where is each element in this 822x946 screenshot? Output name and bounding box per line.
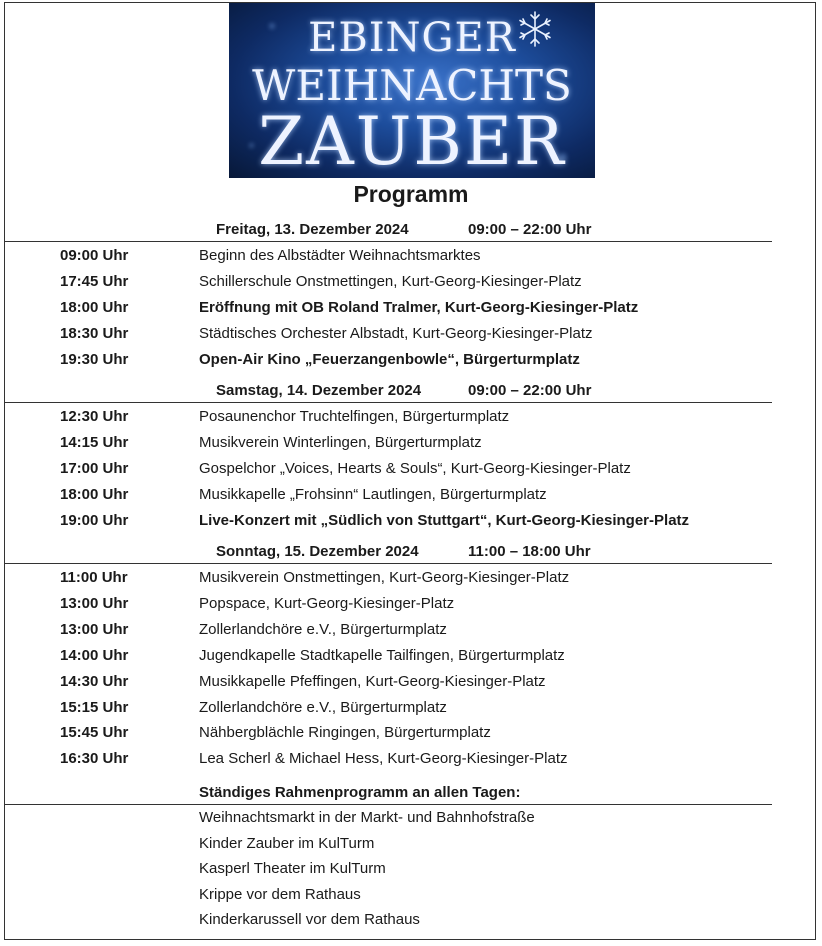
event-row (0, 621, 822, 647)
event-row (0, 325, 822, 351)
event-description: Jugendkapelle Stadtkapelle Tailfingen, Bürgerturmplatz (199, 646, 565, 664)
event-description: Zollerlandchöre e.V., Bürgerturmplatz (199, 620, 447, 638)
day-hours: 09:00 – 22:00 Uhr (468, 382, 592, 399)
day-divider (4, 402, 772, 403)
permanent-program-item: Krippe vor dem Rathaus (199, 885, 361, 903)
event-time: 15:15 Uhr (60, 698, 129, 716)
event-description: Open-Air Kino „Feuerzangenbowle“, Bürgerturmplatz (199, 350, 580, 368)
banner-line-2: WEIHNACHTS (252, 61, 572, 110)
event-row (0, 273, 822, 299)
event-time: 19:00 Uhr (60, 511, 129, 529)
event-time: 19:30 Uhr (60, 350, 129, 368)
event-description: Musikverein Onstmettingen, Kurt-Georg-Kiesinger-Platz (199, 569, 570, 586)
permanent-program-item: Weihnachtsmarkt in der Markt- und Bahnhofstraße (199, 809, 535, 826)
event-description: Beginn des Albstädter Weihnachtsmarktes (199, 247, 481, 264)
snowflake-icon (515, 9, 555, 49)
event-description: Gospelchor „Voices, Hearts & Souls“, Kurt-Georg-Kiesinger-Platz (199, 459, 631, 477)
event-time: 16:30 Uhr (60, 750, 129, 768)
page-title: Programm (353, 181, 469, 207)
event-time: 09:00 Uhr (60, 247, 129, 264)
event-time: 18:30 Uhr (60, 324, 129, 342)
day-date: Freitag, 13. Dezember 2024 (216, 221, 409, 238)
day-header (216, 543, 591, 560)
event-row (0, 460, 822, 486)
banner-line-3: ZAUBER (258, 103, 566, 178)
event-time: 18:00 Uhr (60, 298, 129, 316)
banner-image (229, 3, 595, 178)
event-description: Lea Scherl & Michael Hess, Kurt-Georg-Kiesinger-Platz (199, 750, 568, 768)
event-time: 12:30 Uhr (60, 408, 129, 425)
event-row (0, 351, 822, 377)
event-time: 17:45 Uhr (60, 272, 129, 290)
event-row (0, 724, 822, 750)
event-row (0, 595, 822, 621)
event-row (0, 673, 822, 699)
event-time: 13:00 Uhr (60, 594, 129, 612)
event-row (0, 750, 822, 776)
event-row (0, 299, 822, 325)
permanent-program-item: Kinder Zauber im KulTurm (199, 834, 375, 852)
permanent-divider (4, 804, 772, 805)
permanent-program-item: Kasperl Theater im KulTurm (199, 860, 386, 878)
event-time: 14:00 Uhr (60, 646, 129, 664)
event-row (0, 569, 822, 595)
permanent-program-heading: Ständiges Rahmenprogramm an allen Tagen: (199, 784, 521, 801)
permanent-program-item: Kinderkarussell vor dem Rathaus (199, 911, 420, 929)
event-description: Schillerschule Onstmettingen, Kurt-Georg-Kiesinger-Platz (199, 272, 582, 290)
event-description: Posaunenchor Truchtelfingen, Bürgerturmplatz (199, 408, 510, 425)
event-time: 13:00 Uhr (60, 620, 129, 638)
day-header (216, 221, 592, 238)
event-row (0, 408, 822, 434)
day-hours: 11:00 – 18:00 Uhr (468, 543, 591, 560)
event-time: 11:00 Uhr (60, 569, 128, 586)
event-description: Eröffnung mit OB Roland Tralmer, Kurt-Georg-Kiesinger-Platz (199, 298, 639, 316)
event-time: 15:45 Uhr (60, 724, 129, 742)
event-row (0, 512, 822, 538)
event-description: Musikkapelle Pfeffingen, Kurt-Georg-Kiesinger-Platz (199, 672, 546, 690)
event-row (0, 247, 822, 273)
banner-line-1: EBINGER (308, 15, 516, 61)
event-time: 18:00 Uhr (60, 485, 129, 503)
event-time: 17:00 Uhr (60, 459, 129, 477)
day-divider (4, 241, 772, 242)
event-description: Städtisches Orchester Albstadt, Kurt-Georg-Kiesinger-Platz (199, 324, 593, 342)
day-date: Sonntag, 15. Dezember 2024 (216, 543, 419, 560)
day-date: Samstag, 14. Dezember 2024 (216, 382, 422, 399)
day-divider (4, 563, 772, 564)
event-time: 14:15 Uhr (60, 433, 129, 451)
event-time: 14:30 Uhr (60, 672, 129, 690)
event-description: Musikkapelle „Frohsinn“ Lautlingen, Bürgerturmplatz (199, 485, 547, 503)
event-description: Popspace, Kurt-Georg-Kiesinger-Platz (199, 594, 455, 612)
event-description: Live-Konzert mit „Südlich von Stuttgart“, Kurt-Georg-Kiesinger-Platz (199, 511, 690, 529)
event-row (0, 486, 822, 512)
event-row (0, 647, 822, 673)
event-row (0, 699, 822, 725)
day-hours: 09:00 – 22:00 Uhr (468, 221, 592, 238)
event-description: Musikverein Winterlingen, Bürgerturmplatz (199, 433, 482, 451)
event-description: Nähbergblächle Ringingen, Bürgerturmplatz (199, 724, 491, 742)
day-header (216, 382, 592, 399)
event-row (0, 434, 822, 460)
event-description: Zollerlandchöre e.V., Bürgerturmplatz (199, 698, 447, 716)
